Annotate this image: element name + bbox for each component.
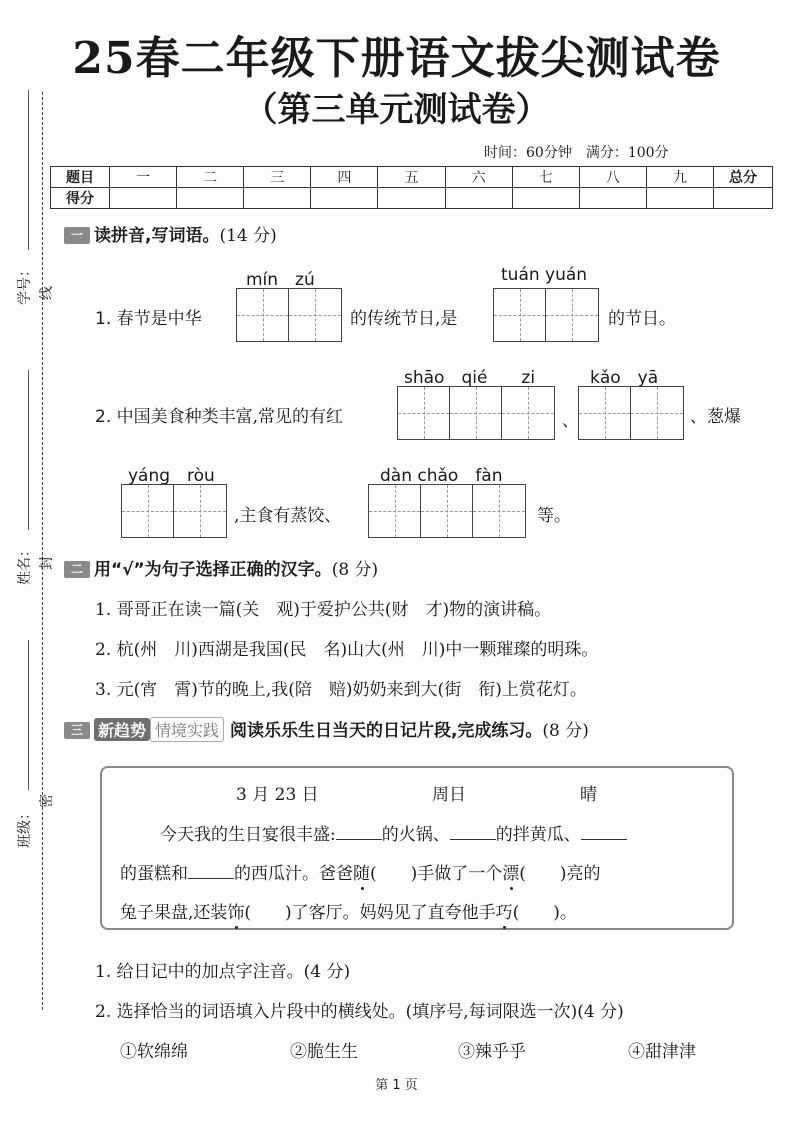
diary-line-1: 今天我的生日宴很丰盛: 的火锅、 的拌黄瓜、 xyxy=(160,820,627,845)
word-option: ②脆生生 xyxy=(290,1042,358,1062)
section-title: 用“√”为句子选择正确的汉字。 xyxy=(94,560,332,580)
seal-text-line: 线 xyxy=(39,286,55,300)
pinyin: tuán yuán xyxy=(501,265,588,285)
header-cell: 题目 xyxy=(51,167,110,188)
choice-question[interactable]: 3. 元(宵 霄)节的晚上,我(陪 赔)奶奶来到大(街 衔)上赏花灯。 xyxy=(95,680,587,700)
writing-grid[interactable] xyxy=(236,288,342,342)
header-cell: 九 xyxy=(646,167,713,188)
section-number-badge: 一 xyxy=(64,227,90,244)
header-cell: 六 xyxy=(445,167,512,188)
word-option: ④甜津津 xyxy=(628,1042,696,1062)
pinyin: kǎo yā xyxy=(590,368,659,388)
word-option: ①软绵绵 xyxy=(120,1042,188,1062)
pinyin: dàn chǎo fàn xyxy=(380,466,503,486)
question-text: 的传统节日,是 xyxy=(350,309,458,329)
diary-weekday: 周日 xyxy=(432,785,466,805)
score-cell[interactable] xyxy=(714,188,773,209)
question-text: 、葱爆 xyxy=(690,407,741,427)
page-number: 第 1 页 xyxy=(375,1078,418,1093)
section-points: (8 分) xyxy=(542,721,589,741)
question-text: 等。 xyxy=(537,506,571,526)
header-cell: 总分 xyxy=(714,167,773,188)
section-title: 阅读乐乐生日当天的日记片段,完成练习。 xyxy=(229,721,543,741)
score-cell[interactable] xyxy=(512,188,579,209)
header-cell: 七 xyxy=(512,167,579,188)
diary-weather: 晴 xyxy=(580,785,597,805)
section-number-badge: 二 xyxy=(64,561,90,578)
score-cell[interactable] xyxy=(177,188,244,209)
fill-blank[interactable] xyxy=(336,825,382,840)
time-score-info: 时间：60分钟 满分：100分 xyxy=(484,145,669,161)
seal-text-seal: 封 xyxy=(39,556,55,570)
section-number-badge: 三 xyxy=(64,722,90,739)
score-cell[interactable] xyxy=(378,188,445,209)
score-cell[interactable] xyxy=(244,188,311,209)
choice-question[interactable]: 2. 杭(州 川)西湖是我国(民 名)山大(州 川)中一颗璀璨的明珠。 xyxy=(95,640,599,660)
section-1-heading xyxy=(64,221,277,246)
class-line xyxy=(28,640,29,790)
score-cell[interactable] xyxy=(311,188,378,209)
header-cell: 八 xyxy=(579,167,646,188)
id-line xyxy=(28,90,29,250)
header-cell: 四 xyxy=(311,167,378,188)
section-title: 读拼音,写词语。 xyxy=(94,226,220,246)
question-text: 1. 春节是中华 xyxy=(95,309,202,329)
fill-blank[interactable] xyxy=(188,864,234,879)
score-cell[interactable] xyxy=(110,188,177,209)
writing-grid[interactable] xyxy=(368,484,526,538)
seal-text-secret: 密 xyxy=(39,794,55,808)
table-row xyxy=(51,188,773,209)
fill-blank[interactable] xyxy=(450,825,496,840)
score-cell[interactable] xyxy=(445,188,512,209)
pinyin: shāo qié zi xyxy=(404,368,536,388)
pinyin: mín zú xyxy=(246,270,315,290)
name-label: 姓名： xyxy=(17,543,33,585)
header-cell: 二 xyxy=(177,167,244,188)
separator: 、 xyxy=(562,411,579,431)
writing-grid[interactable] xyxy=(578,386,684,440)
sub-question-1: 1. 给日记中的加点字注音。(4 分) xyxy=(95,962,351,982)
pinyin: yáng ròu xyxy=(128,466,215,486)
score-label-cell: 得分 xyxy=(51,188,110,209)
student-id-label: 学号： xyxy=(17,263,33,305)
score-cell[interactable] xyxy=(579,188,646,209)
table-row xyxy=(51,167,773,188)
diary-date: 3 月 23 日 xyxy=(236,785,319,805)
section-points: (8 分) xyxy=(331,560,379,580)
diary-box xyxy=(100,766,734,930)
diary-line-3: 兔子果盘,还装饰( )了客厅。妈妈见了直夸他手巧( )。 xyxy=(120,903,577,923)
header-cell: 五 xyxy=(378,167,445,188)
score-table xyxy=(50,166,773,209)
writing-grid[interactable] xyxy=(397,386,555,440)
score-cell[interactable] xyxy=(646,188,713,209)
fill-blank[interactable] xyxy=(581,825,627,840)
writing-grid[interactable] xyxy=(121,484,227,538)
section-points: (14 分) xyxy=(219,226,277,246)
sub-question-2: 2. 选择恰当的词语填入片段中的横线处。(填序号,每词限选一次)(4 分) xyxy=(95,1002,624,1022)
name-line xyxy=(28,370,29,530)
context-practice-tag: 情境实践 xyxy=(150,717,224,742)
header-cell: 一 xyxy=(110,167,177,188)
page-subtitle: （第三单元测试卷） xyxy=(243,90,550,130)
choice-question[interactable]: 1. 哥哥正在读一篇(关 观)于爱护公共(财 才)物的演讲稿。 xyxy=(95,600,552,620)
section-2-heading xyxy=(64,555,378,580)
diary-line-2: 的蛋糕和 的西瓜汁。爸爸随( )手做了一个漂( )亮的 xyxy=(120,864,601,884)
page-title: 25春二年级下册语文拔尖测试卷 xyxy=(72,33,721,84)
header-cell: 三 xyxy=(244,167,311,188)
binding-dashed-line xyxy=(42,92,43,1010)
new-trend-tag: 新趋势 xyxy=(94,718,150,741)
class-label: 班级： xyxy=(17,806,33,848)
question-text: 2. 中国美食种类丰富,常见的有红 xyxy=(95,407,344,427)
section-3-heading xyxy=(64,716,589,742)
writing-grid[interactable] xyxy=(493,288,599,342)
question-text: 的节日。 xyxy=(608,309,676,329)
word-option: ③辣乎乎 xyxy=(458,1042,526,1062)
question-text: ,主食有蒸饺、 xyxy=(234,506,342,526)
